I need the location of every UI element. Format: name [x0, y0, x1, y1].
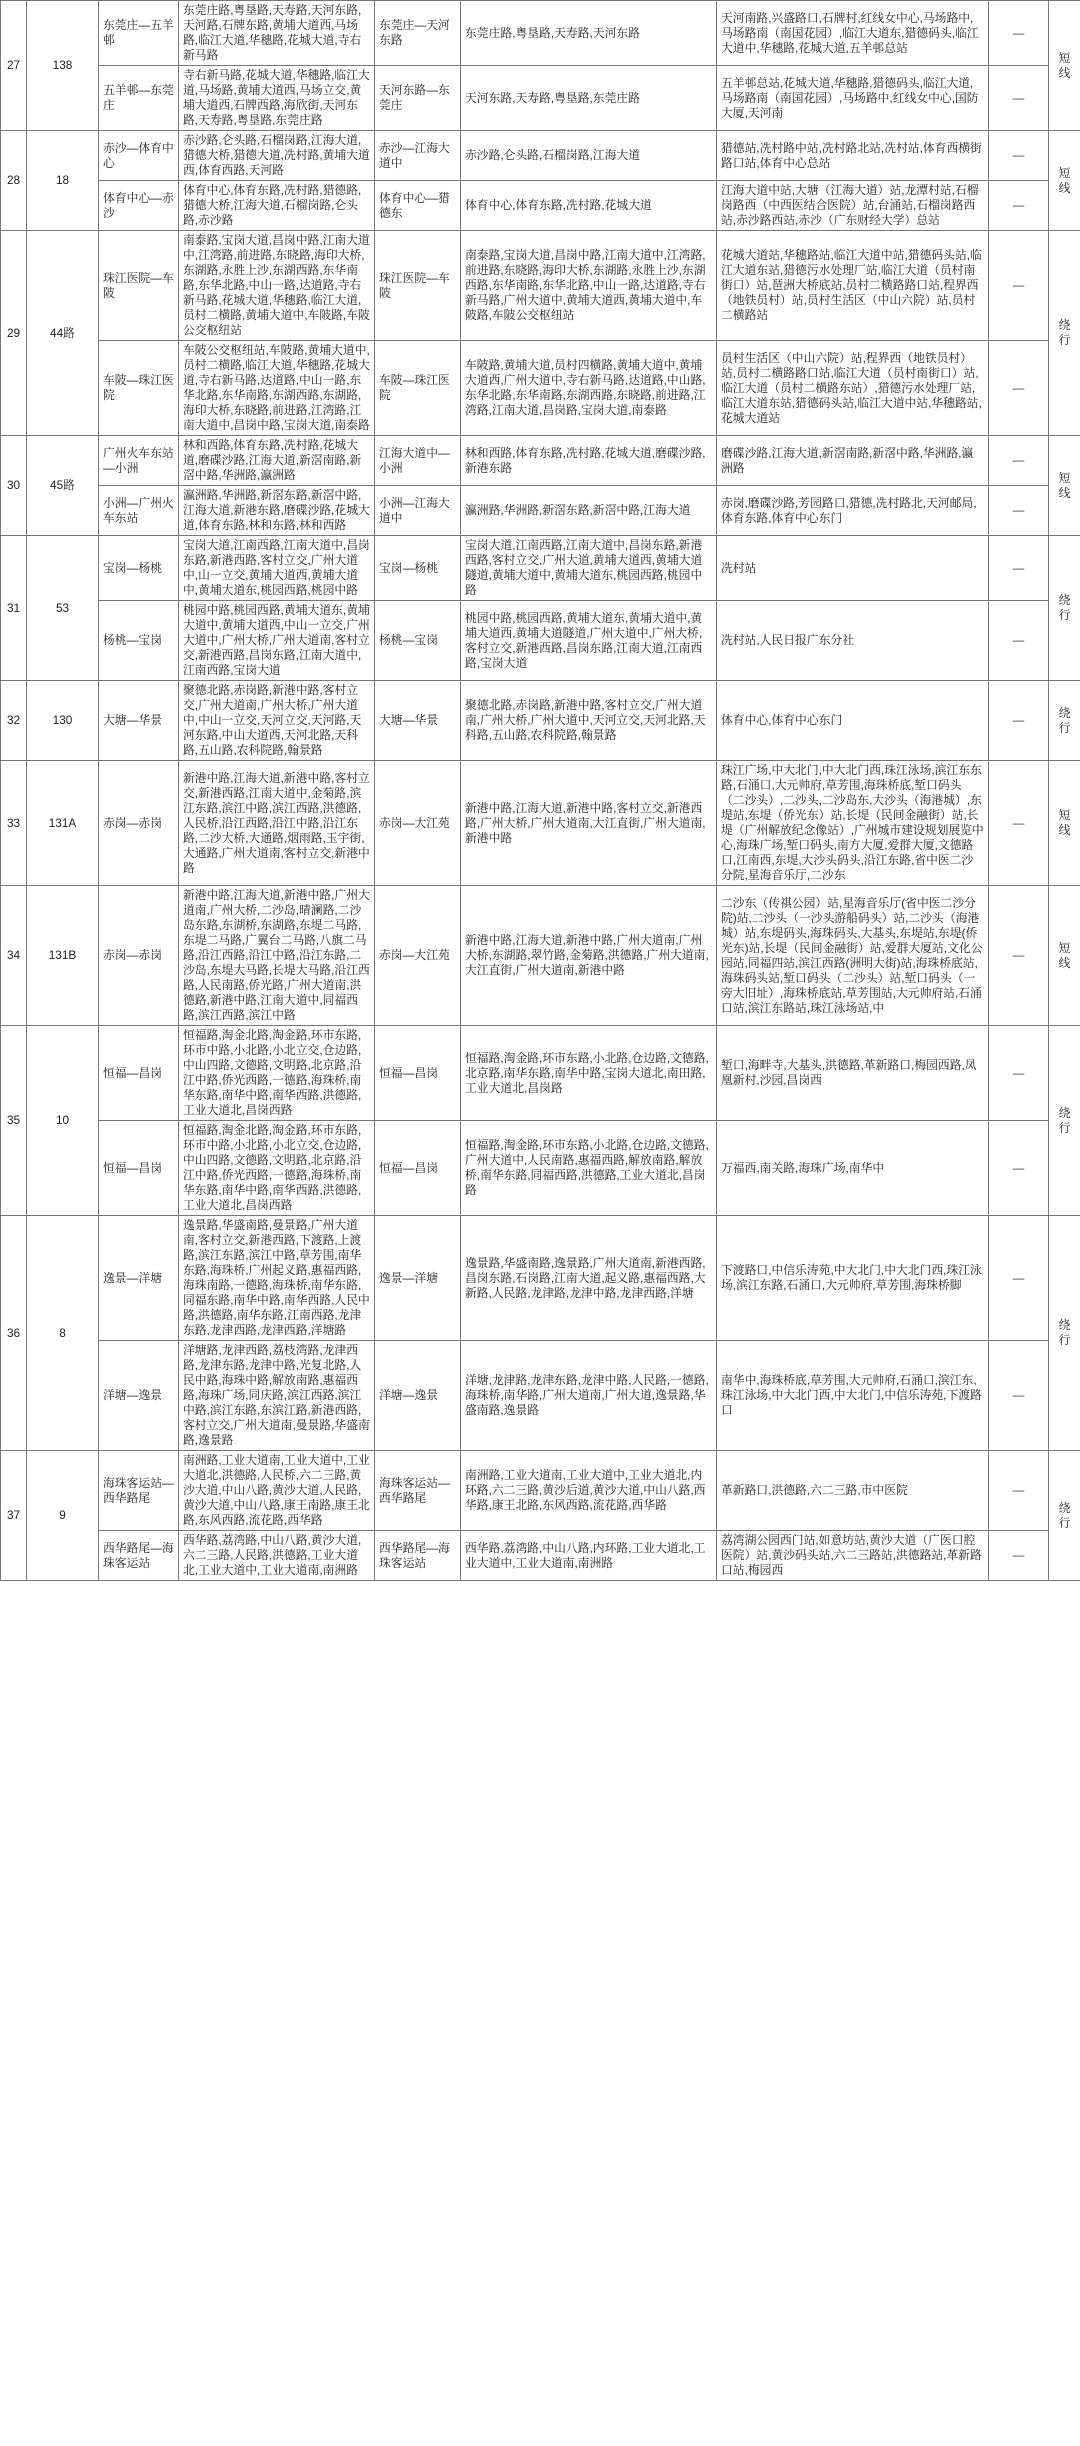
adjusted-segment: 东莞庄—天河东路 — [375, 1, 461, 66]
remark-dash: — — [989, 536, 1049, 601]
stops-affected: 革新路口,洪德路,六二三路,市中医院 — [717, 1451, 989, 1531]
remark-dash: — — [989, 1121, 1049, 1216]
original-segment: 洋塘—逸景 — [99, 1341, 179, 1451]
remark-dash: — — [989, 601, 1049, 681]
remark-dash: — — [989, 231, 1049, 341]
stops-affected: 猎德站,冼村路中站,冼村路北站,冼村站,体育西横街路口站,体育中心总站 — [717, 131, 989, 181]
route-number: 44路 — [27, 231, 99, 436]
table-row — [1, 436, 1080, 486]
table-row — [1, 1341, 1080, 1451]
row-number: 30 — [1, 436, 27, 536]
original-route-detail: 新港中路,江海大道,新港中路,广州大道南,广州大桥,二沙岛,晴澜路,二沙岛东路,东湖桥,东湖路,东堤二马路,东堤二马路,广翼台二马路,八旗二马路,沿江西路,沿江中路,沿江东路,二沙岛,东堤大马路,长堤大马路,沿江西路,人民南路,侨光路,广州大道南,洪德路,新港中路,江南大道中,同福西路,滨江西路,滨江中路 — [179, 886, 375, 1026]
adjusted-segment: 小洲—江海大道中 — [375, 486, 461, 536]
adjusted-route-detail: 西华路,荔湾路,中山八路,内环路,工业大道北,工业大道中,工业大道南,南洲路 — [461, 1531, 717, 1581]
table-row — [1, 1026, 1080, 1121]
original-segment: 海珠客运站—西华路尾 — [99, 1451, 179, 1531]
route-number: 138 — [27, 1, 99, 131]
stops-affected: 荔湾湖公园西门站,如意坊站,黄沙大道（广医口腔医院）站,黄沙码头站,六二三路站,洪德路站,革新路口站,梅园西 — [717, 1531, 989, 1581]
stops-affected: 堑口,海畔寺,大基头,洪德路,革新路口,梅园西路,凤凰新村,沙园,昌岗西 — [717, 1026, 989, 1121]
table-row — [1, 231, 1080, 341]
remark-dash: — — [989, 181, 1049, 231]
stops-affected: 冼村站,人民日报广东分社 — [717, 601, 989, 681]
stops-affected: 珠江广场,中大北门,中大北门西,珠江泳场,滨江东东路,石涌口,大元帅府,草芳围,海珠桥底,堑口码头（二沙头）,二沙头,二沙岛东,大沙头（海港城）,东堤站,东堤（侨光东）站,长堤（民间金融街）站,长堤（广州解放纪念像站）,广州城市建设规划展览中心,海珠广场,堑口码头,南方大厦,爱群大厦,文德路口,江南西,东堤,大沙头码头,沿江东路,省中医二沙分院,星海音乐厅,二沙东 — [717, 761, 989, 886]
adjusted-segment: 大塘—华景 — [375, 681, 461, 761]
route-type: 绕行 — [1049, 1451, 1080, 1581]
adjusted-route-detail: 新港中路,江海大道,新港中路,广州大道南,广州大桥,东湖路,翠竹路,金菊路,洪德路,广州大道南,大江直街,广州大道南,新港中路 — [461, 886, 717, 1026]
table-row — [1, 1531, 1080, 1581]
route-number: 9 — [27, 1451, 99, 1581]
original-segment: 车陂—珠江医院 — [99, 341, 179, 436]
stops-affected: 冼村站 — [717, 536, 989, 601]
route-type: 短线 — [1049, 436, 1080, 536]
original-segment: 恒福—昌岗 — [99, 1026, 179, 1121]
stops-affected: 五羊邨总站,花城大道,华穗路,猎德码头,临江大道,马场路南（南国花园）,马场路中,红线女中心,国防大厦,天河南 — [717, 66, 989, 131]
adjusted-segment: 赤岗—大江苑 — [375, 761, 461, 886]
route-type: 短线 — [1049, 131, 1080, 231]
original-route-detail: 桃园中路,桃园西路,黄埔大道东,黄埔大道中,黄埔大道西,中山一立交,广州大道中,广州大桥,广州大道南,客村立交,新港西路,昌岗东路,江南大道中,江南西路,宝岗大道 — [179, 601, 375, 681]
original-segment: 大塘—华景 — [99, 681, 179, 761]
remark-dash: — — [989, 1216, 1049, 1341]
original-route-detail: 东莞庄路,粤垦路,天寿路,天河东路,天河路,石牌东路,黄埔大道西,马场路,临江大道,华穗路,花城大道,寺右新马路 — [179, 1, 375, 66]
original-segment: 西华路尾—海珠客运站 — [99, 1531, 179, 1581]
adjusted-route-detail: 东莞庄路,粤垦路,天寿路,天河东路 — [461, 1, 717, 66]
adjusted-segment: 恒福—昌岗 — [375, 1121, 461, 1216]
remark-dash: — — [989, 436, 1049, 486]
original-segment: 宝岗—杨桃 — [99, 536, 179, 601]
original-segment: 赤沙—体育中心 — [99, 131, 179, 181]
stops-affected: 二沙东（传祺公园）站,星海音乐厅(省中医二沙分院)站,二沙头（一沙头游船码头）站,二沙头（海港城）站,东堤码头,海珠码头,大基头,东堤站,东堤(侨光东)站,长堤（民间金融街）站,爱群大厦站,文化公园站,同福四站,滨江西路(洲明大街)站,海珠桥底站,海珠码头站,堑口码头（二沙头）站,堑口码头（一旁大旧址）,海珠桥底站,草芳围站,大元帅府站,石涌口站,滨江东路站,珠江泳场站,中 — [717, 886, 989, 1026]
remark-dash: — — [989, 131, 1049, 181]
row-number: 27 — [1, 1, 27, 131]
row-number: 33 — [1, 761, 27, 886]
original-segment: 广州火车东站—小洲 — [99, 436, 179, 486]
table-row — [1, 536, 1080, 601]
table-row — [1, 681, 1080, 761]
original-route-detail: 逸景路,华盛南路,曼景路,广州大道南,客村立交,新港西路,下渡路,上渡路,滨江东路,滨江中路,草芳围,南华东路,海珠桥,广州起义路,惠福西路,海珠南路,一德路,海珠桥,南华东路,同福东路,南华中路,南华西路,人民中路,洪德路,南华东路,江南西路,龙津东路,龙津西路,龙津西路,洋塘路 — [179, 1216, 375, 1341]
route-number: 53 — [27, 536, 99, 681]
adjusted-route-detail: 车陂路,黄埔大道,员村四横路,黄埔大道中,黄埔大道西,广州大道中,寺右新马路,达道路,中山路,东华北路,东华南路,东湖西路,东晓路,前进路,江湾路,江南大道,昌岗路,宝岗大道,南泰路 — [461, 341, 717, 436]
adjusted-segment: 江海大道中—小洲 — [375, 436, 461, 486]
original-route-detail: 恒福路,淘金北路,淘金路,环市东路,环市中路,小北路,小北立交,仓边路,中山四路,文德路,文明路,北京路,沿江中路,侨光西路,一德路,海珠桥,南华东路,南华中路,南华西路,洪德路,工业大道北,昌岗西路 — [179, 1121, 375, 1216]
original-segment: 逸景—洋塘 — [99, 1216, 179, 1341]
route-number: 131A — [27, 761, 99, 886]
remark-dash: — — [989, 66, 1049, 131]
remark-dash: — — [989, 1, 1049, 66]
row-number: 32 — [1, 681, 27, 761]
table-row — [1, 486, 1080, 536]
original-segment: 体育中心—赤沙 — [99, 181, 179, 231]
table-row — [1, 601, 1080, 681]
original-route-detail: 西华路,荔湾路,中山八路,黄沙大道,六二三路,人民路,洪德路,工业大道北,工业大道中,工业大道南,南洲路 — [179, 1531, 375, 1581]
table-row — [1, 181, 1080, 231]
table-row — [1, 1, 1080, 66]
remark-dash: — — [989, 681, 1049, 761]
adjusted-route-detail: 体育中心,体育东路,冼村路,花城大道 — [461, 181, 717, 231]
adjusted-segment: 杨桃—宝岗 — [375, 601, 461, 681]
stops-affected: 员村生活区（中山六院）站,程界西（地铁员村）站,员村二横路路口站,临江大道（员村南街口）站,临江大道（员村二横路东站）,猎德污水处理厂站,临江大道东站,猎德码头站,临江大道中站,华穗路站,花城大道站 — [717, 341, 989, 436]
route-type: 绕行 — [1049, 1216, 1080, 1451]
adjusted-route-detail: 恒福路,淘金路,环市东路,小北路,仓边路,文德路,北京路,南华东路,南华中路,宝岗大道北,南田路,工业大道北,昌岗路 — [461, 1026, 717, 1121]
original-route-detail: 洋塘路,龙津西路,荔枝湾路,龙津西路,龙津东路,龙津中路,光复北路,人民中路,海珠中路,解放南路,惠福西路,海珠广场,同庆路,滨江西路,滨江中路,滨江东路,东滨江路,新港西路,客村立交,广州大道南,曼景路,华盛南路,逸景路 — [179, 1341, 375, 1451]
adjusted-segment: 天河东路—东莞庄 — [375, 66, 461, 131]
original-route-detail: 南洲路,工业大道南,工业大道中,工业大道北,洪德路,人民桥,六二三路,黄沙大道,中山八路,黄沙大道,人民路,黄沙大道,中山八路,康王南路,康王北路,东风西路,流花路,西华路 — [179, 1451, 375, 1531]
remark-dash: — — [989, 761, 1049, 886]
original-route-detail: 瀛洲路,华洲路,新滘东路,新滘中路,江海大道,新港东路,磨碟沙路,花城大道,体育东路,林和东路,林和西路 — [179, 486, 375, 536]
route-type: 短线 — [1049, 886, 1080, 1026]
original-route-detail: 车陂公交枢纽站,车陂路,黄埔大道中,员村二横路,临江大道,华穗路,花城大道,寺右新马路,达道路,中山一路,东华北路,东华南路,东湖西路,东湖路,海印大桥,东晓路,前进路,江湾路,江南大道中,昌岗中路,宝岗大道,南泰路 — [179, 341, 375, 436]
original-segment: 杨桃—宝岗 — [99, 601, 179, 681]
route-type: 绕行 — [1049, 681, 1080, 761]
adjusted-segment: 赤沙—江海大道中 — [375, 131, 461, 181]
stops-affected: 磨碟沙路,江海大道,新滘南路,新滘中路,华洲路,瀛洲路 — [717, 436, 989, 486]
original-route-detail: 新港中路,江海大道,新港中路,客村立交,新港西路,江南大道中,金菊路,滨江东路,滨江中路,滨江西路,洪德路,人民桥,沿江西路,沿江中路,沿江东路,二沙大桥,大通路,烟雨路,玉宇街,大通路,广州大道南,客村立交,新港中路 — [179, 761, 375, 886]
row-number: 29 — [1, 231, 27, 436]
route-type: 短线 — [1049, 761, 1080, 886]
original-route-detail: 南泰路,宝岗大道,昌岗中路,江南大道中,江湾路,前进路,东晓路,海印大桥,东湖路,永胜上沙,东湖西路,东华南路,东华北路,中山一路,达道路,寺右新马路,花城大道,华穗路,临江大道,员村二横路,黄埔大道中,车陂路,车陂公交枢纽站 — [179, 231, 375, 341]
table-row — [1, 761, 1080, 886]
route-type: 绕行 — [1049, 1026, 1080, 1216]
remark-dash: — — [989, 1026, 1049, 1121]
original-route-detail: 林和西路,体育东路,冼村路,花城大道,磨碟沙路,江海大道,新滘南路,新滘中路,华洲路,瀛洲路 — [179, 436, 375, 486]
route-number: 130 — [27, 681, 99, 761]
original-route-detail: 体育中心,体育东路,冼村路,猎德路,猎德大桥,江海大道,石榴岗路,仑头路,赤沙路 — [179, 181, 375, 231]
remark-dash: — — [989, 886, 1049, 1026]
adjusted-route-detail: 恒福路,淘金路,环市东路,小北路,仓边路,文德路,广州大道中,人民南路,惠福西路,解放南路,解放桥,南华东路,同福西路,洪德路,工业大道北,昌岗路 — [461, 1121, 717, 1216]
original-segment: 赤岗—赤岗 — [99, 886, 179, 1026]
original-segment: 小洲—广州火车东站 — [99, 486, 179, 536]
original-route-detail: 聚德北路,赤岗路,新港中路,客村立交,广州大道南,广州大桥,广州大道中,中山一立交,天河立交,天河路,天河东路,中山大道西,天河北路,天科路,五山路,农科院路,翰景路 — [179, 681, 375, 761]
stops-affected: 花城大道站,华穗路站,临江大道中站,猎德码头站,临江大道东站,猎德污水处理厂站,临江大道（员村南街口）站,琶洲大桥底站,员村二横路路口站,程界西（地铁员村）站,员村生活区（中山六院）站,员村二横路站 — [717, 231, 989, 341]
original-route-detail: 寺右新马路,花城大道,华穗路,临江大道,马场路,黄埔大道西,马场立交,黄埔大道西,石牌西路,海欣街,天河东路,天寿路,粤垦路,东莞庄路 — [179, 66, 375, 131]
remark-dash: — — [989, 1341, 1049, 1451]
original-segment: 东莞庄—五羊邨 — [99, 1, 179, 66]
table-row — [1, 1216, 1080, 1341]
adjusted-route-detail: 逸景路,华盛南路,逸景路,广州大道南,新港西路,昌岗东路,石岗路,江南大道,起义路,惠福西路,大新路,人民路,龙津路,龙津中路,龙津西路,洋塘 — [461, 1216, 717, 1341]
original-route-detail: 赤沙路,仑头路,石榴岗路,江海大道,猎德大桥,猎德大道,冼村路,黄埔大道西,体育西路,天河路 — [179, 131, 375, 181]
stops-affected: 南华中,海珠桥底,草芳围,大元帅府,石涌口,滨江东,珠江泳场,中大北门西,中大北门,中信乐涛苑,下渡路口 — [717, 1341, 989, 1451]
adjusted-route-detail: 新港中路,江海大道,新港中路,客村立交,新港西路,广州大桥,广州大道南,大江直街,广州大道南,新港中路 — [461, 761, 717, 886]
table-row — [1, 1451, 1080, 1531]
stops-affected: 赤岗,磨碟沙路,芳园路口,猎德,冼村路北,天河邮局,体育东路,体育中心东门 — [717, 486, 989, 536]
table-row — [1, 66, 1080, 131]
original-segment: 五羊邨—东莞庄 — [99, 66, 179, 131]
row-number: 31 — [1, 536, 27, 681]
adjusted-route-detail: 林和西路,体育东路,冼村路,花城大道,磨碟沙路,新港东路 — [461, 436, 717, 486]
stops-affected: 下渡路口,中信乐涛苑,中大北门,中大北门西,珠江泳场,滨江东路,石涌口,大元帅府,草芳围,海珠桥脚 — [717, 1216, 989, 1341]
route-type: 绕行 — [1049, 536, 1080, 681]
row-number: 35 — [1, 1026, 27, 1216]
remark-dash: — — [989, 1451, 1049, 1531]
original-route-detail: 恒福路,淘金北路,淘金路,环市东路,环市中路,小北路,小北立交,仓边路,中山四路,文德路,文明路,北京路,沿江中路,侨光西路,一德路,海珠桥,南华东路,南华中路,南华西路,洪德路,工业大道北,昌岗西路 — [179, 1026, 375, 1121]
adjusted-segment: 赤岗—大江苑 — [375, 886, 461, 1026]
adjusted-route-detail: 南泰路,宝岗大道,昌岗中路,江南大道中,江湾路,前进路,东晓路,海印大桥,东湖路,永胜上沙,东湖西路,东华南路,东华北路,中山一路,达道路,寺右新马路,广州大道中,黄埔大道西,黄埔大道中,车陂路,车陂公交枢纽站 — [461, 231, 717, 341]
adjusted-segment: 西华路尾—海珠客运站 — [375, 1531, 461, 1581]
route-number: 8 — [27, 1216, 99, 1451]
remark-dash: — — [989, 1531, 1049, 1581]
stops-affected: 万福西,南关路,海珠广场,南华中 — [717, 1121, 989, 1216]
route-number: 18 — [27, 131, 99, 231]
adjusted-route-detail: 桃园中路,桃园西路,黄埔大道东,黄埔大道中,黄埔大道西,黄埔大道隧道,广州大道中,广州大桥,客村立交,新港西路,昌岗东路,江南大道,江南西路,宝岗大道 — [461, 601, 717, 681]
original-segment: 珠江医院—车陂 — [99, 231, 179, 341]
adjusted-segment: 逸景—洋塘 — [375, 1216, 461, 1341]
stops-affected: 江海大道中站,大塘（江海大道）站,龙潭村站,石榴岗路西（中西医结合医院）站,台涌站,石榴岗路西站,赤沙路西站,赤沙（广东财经大学）总站 — [717, 181, 989, 231]
table-body — [1, 1, 1080, 1581]
stops-affected: 天河南路,兴盛路口,石牌村,红线女中心,马场路中,马场路南（南国花园）,临江大道东,猎德码头,临江大道中,华穗路,花城大道,五羊邨总站 — [717, 1, 989, 66]
stops-affected: 体育中心,体育中心东门 — [717, 681, 989, 761]
route-number: 45路 — [27, 436, 99, 536]
adjusted-route-detail: 南洲路,工业大道南,工业大道中,工业大道北,内环路,六二三路,黄沙后道,黄沙大道,中山八路,西华路,康王北路,东风西路,流花路,西华路 — [461, 1451, 717, 1531]
row-number: 34 — [1, 886, 27, 1026]
adjusted-segment: 珠江医院—车陂 — [375, 231, 461, 341]
route-number: 131B — [27, 886, 99, 1026]
adjusted-segment: 宝岗—杨桃 — [375, 536, 461, 601]
remark-dash: — — [989, 341, 1049, 436]
adjusted-route-detail: 瀛洲路,华洲路,新滘东路,新滘中路,江海大道 — [461, 486, 717, 536]
route-type: 绕行 — [1049, 231, 1080, 436]
remark-dash: — — [989, 486, 1049, 536]
adjusted-route-detail: 宝岗大道,江南西路,江南大道中,昌岗东路,新港西路,客村立交,广州大道,黄埔大道西,黄埔大道隧道,黄埔大道中,黄埔大道东,桃园西路,桃园中路 — [461, 536, 717, 601]
row-number: 37 — [1, 1451, 27, 1581]
adjusted-segment: 洋塘—逸景 — [375, 1341, 461, 1451]
adjusted-segment: 车陂—珠江医院 — [375, 341, 461, 436]
adjusted-route-detail: 洋塘,龙津路,龙津东路,龙津中路,人民路,一德路,海珠桥,南华路,广州大道南,广州大道,逸景路,华盛南路,逸景路 — [461, 1341, 717, 1451]
table-row — [1, 341, 1080, 436]
adjusted-route-detail: 天河东路,天寿路,粤垦路,东莞庄路 — [461, 66, 717, 131]
adjusted-segment: 恒福—昌岗 — [375, 1026, 461, 1121]
row-number: 28 — [1, 131, 27, 231]
original-segment: 赤岗—赤岗 — [99, 761, 179, 886]
row-number: 36 — [1, 1216, 27, 1451]
table-row — [1, 1121, 1080, 1216]
route-number: 10 — [27, 1026, 99, 1216]
adjusted-route-detail: 赤沙路,仑头路,石榴岗路,江海大道 — [461, 131, 717, 181]
adjusted-segment: 海珠客运站—西华路尾 — [375, 1451, 461, 1531]
table-row — [1, 886, 1080, 1026]
adjusted-route-detail: 聚德北路,赤岗路,新港中路,客村立交,广州大道南,广州大桥,广州大道中,天河立交,天河北路,天科路,五山路,农科院路,翰景路 — [461, 681, 717, 761]
original-segment: 恒福—昌岗 — [99, 1121, 179, 1216]
table-row — [1, 131, 1080, 181]
original-route-detail: 宝岗大道,江南西路,江南大道中,昌岗东路,新港西路,客村立交,广州大道中,山一立交,黄埔大道西,黄埔大道中,黄埔大道东,桃园西路,桃园中路 — [179, 536, 375, 601]
adjusted-segment: 体育中心—猎德东 — [375, 181, 461, 231]
route-type: 短线 — [1049, 1, 1080, 131]
